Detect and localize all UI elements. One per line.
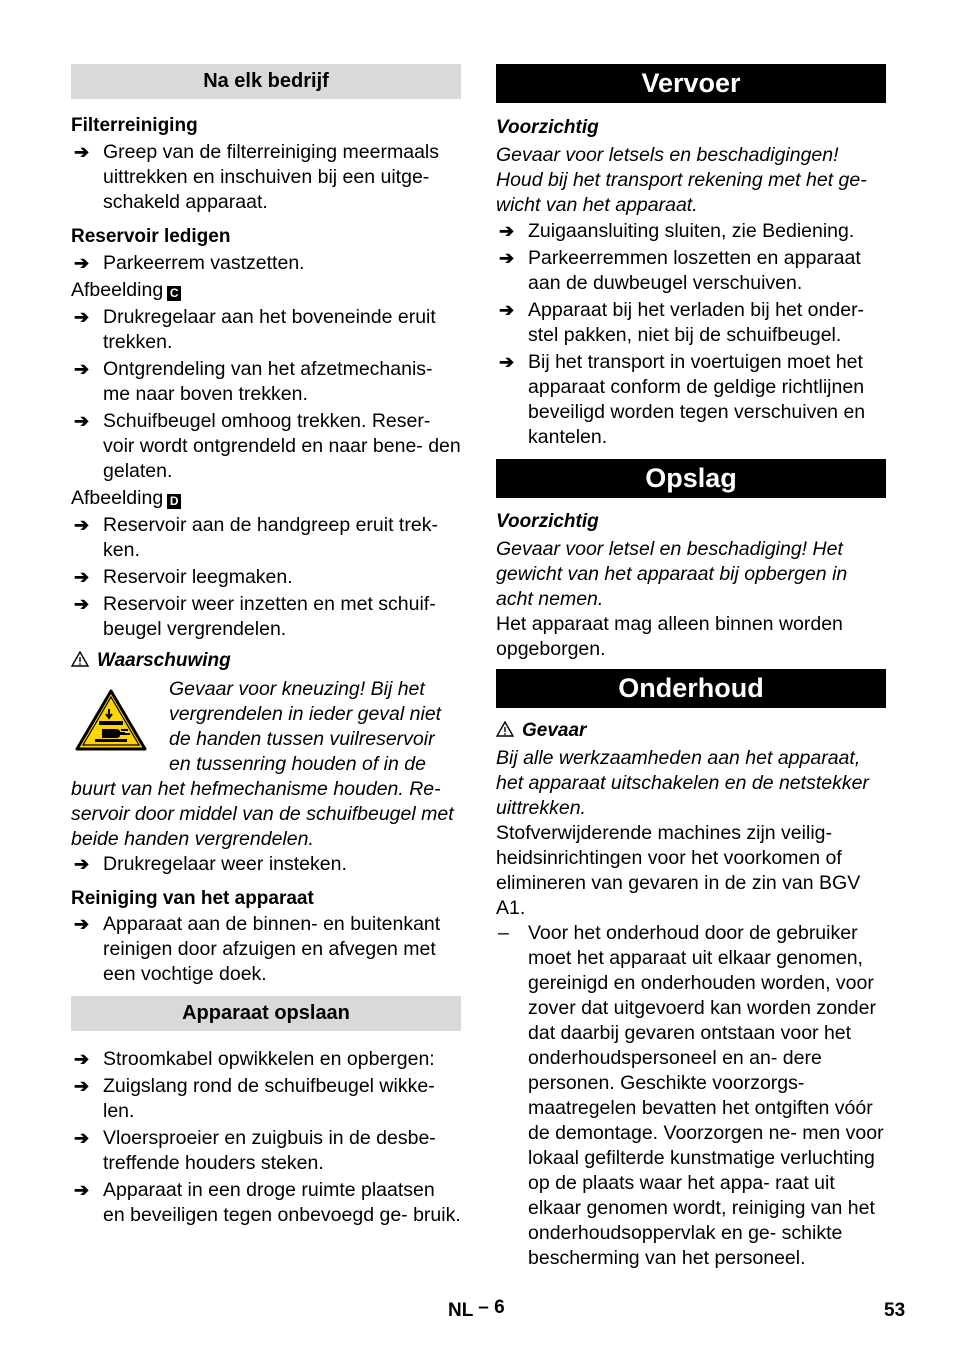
page-number: 53 <box>884 1300 906 1321</box>
footer-language-page: NL – 6 <box>448 1297 505 1321</box>
figure-reference-d: Afbeelding D <box>71 486 461 511</box>
list-item: ➔ Reservoir aan de handgreep eruit trek- ken. <box>74 514 438 561</box>
list-item: – Voor het onderhoud door de gebruiker moet het apparaat uit elkaar genomen, gereinigd en onderhouden worden, voor zover dat uitgevoerd kan worden zonder dat daarbij gevaren ontstaan voor het onderhoudspersoneel en an- dere personen. Geschikte voorzorgs- maatregelen bevatten het ontgiften vóór de demontage. Voorzorgen ne- men voor lokaal gefilterde kunstmatige verluchting op de plaats waar het appa- raat uit elkaar genomen wordt, reiniging van het onderhoudsoppervlak en ge- schikte bescherming van het personeel. <box>498 922 884 1269</box>
right-column <box>496 64 886 1271</box>
arrow-right-icon: ➔ <box>499 300 515 320</box>
heading-reiniging: Reiniging van het apparaat <box>71 888 314 909</box>
list-item: ➔ Drukregelaar weer insteken. <box>74 853 347 875</box>
arrow-right-icon: ➔ <box>499 248 515 268</box>
list-item: ➔ Parkeerrem vastzetten. <box>74 252 305 274</box>
list-item: ➔ Ontgrendeling van het afzetmechanis- me naar boven trekken. <box>74 358 433 405</box>
figure-letter-d: D <box>167 494 181 509</box>
arrow-right-icon: ➔ <box>74 253 90 273</box>
warning-triangle-icon <box>71 651 89 667</box>
section-header-onderhoud: Onderhoud <box>496 669 886 708</box>
heading-reservoir-ledigen: Reservoir ledigen <box>71 226 231 247</box>
body-text: Het apparaat mag alleen binnen worden opgeborgen. <box>496 613 843 660</box>
danger-text: Bij alle werkzaamheden aan het apparaat, het apparaat uitschakelen en de netstekker uittrekken. <box>496 747 869 819</box>
list-item: ➔ Bij het transport in voertuigen moet het apparaat conform de geldige richtlijnen beveiligd worden tegen verschuiven en kantelen. <box>499 351 866 448</box>
list-item: ➔ Zuigaansluiting sluiten, zie Bediening. <box>499 220 855 242</box>
left-column <box>71 64 461 1228</box>
caution-text: Gevaar voor letsel en beschadiging! Het gewicht van het apparaat bij opbergen in acht nemen. <box>496 538 848 610</box>
section-header-opslag: Opslag <box>496 459 886 498</box>
arrow-right-icon: ➔ <box>74 1076 90 1096</box>
arrow-right-icon: ➔ <box>74 142 90 162</box>
list-item: ➔ Schuifbeugel omhoog trekken. Reser- voir wordt ontgrendeld en naar bene- den gelaten. <box>74 410 461 482</box>
list-item: ➔ Apparaat bij het verladen bij het onder- stel pakken, niet bij de schuifbeugel. <box>499 299 865 346</box>
arrow-right-icon: ➔ <box>74 515 90 535</box>
list-item: ➔ Stroomkabel opwikkelen en opbergen: <box>74 1048 435 1070</box>
section-header-vervoer: Vervoer <box>496 64 886 103</box>
list-item: ➔ Vloersproeier en zuigbuis in de desbe- treffende houders steken. <box>74 1127 436 1174</box>
arrow-right-icon: ➔ <box>74 854 90 874</box>
arrow-right-icon: ➔ <box>74 1128 90 1148</box>
arrow-right-icon: ➔ <box>499 221 515 241</box>
arrow-right-icon: ➔ <box>74 307 90 327</box>
list-item: ➔ Drukregelaar aan het boveneinde eruit trekken. <box>74 306 436 353</box>
arrow-right-icon: ➔ <box>74 1180 90 1200</box>
heading-filterreiniging: Filterreiniging <box>71 115 198 136</box>
list-item: ➔ Reservoir weer inzetten en met schuif- beugel vergrendelen. <box>74 593 436 640</box>
caution-text: Gevaar voor letsels en beschadigingen! Houd bij het transport rekening met het ge- wicht van het apparaat. <box>496 144 867 216</box>
caution-heading: Voorzichtig <box>496 117 599 138</box>
list-item: ➔ Apparaat in een droge ruimte plaatsen en beveiligen tegen onbevoegd ge- bruik. <box>74 1179 461 1226</box>
list-item: ➔ Apparaat aan de binnen- en buitenkant reinigen door afzuigen en afvegen met een vochtige doek. <box>74 913 441 985</box>
dash-bullet: – <box>498 922 509 944</box>
list-item: ➔ Reservoir leegmaken. <box>74 566 293 588</box>
arrow-right-icon: ➔ <box>499 352 515 372</box>
section-header-apparaat-opslaan: Apparaat opslaan <box>71 996 461 1031</box>
arrow-right-icon: ➔ <box>74 567 90 587</box>
section-header-na-elk-bedrijf: Na elk bedrijf <box>71 64 461 99</box>
arrow-right-icon: ➔ <box>74 1049 90 1069</box>
arrow-right-icon: ➔ <box>74 594 90 614</box>
warning-heading: Waarschuwing <box>71 648 461 673</box>
list-item: ➔ Parkeerremmen loszetten en apparaat aan de duwbeugel verschuiven. <box>499 247 861 294</box>
caution-heading: Voorzichtig <box>496 511 599 532</box>
arrow-right-icon: ➔ <box>74 914 90 934</box>
arrow-right-icon: ➔ <box>74 359 90 379</box>
danger-heading: Gevaar <box>496 718 886 743</box>
list-item: ➔ Zuigslang rond de schuifbeugel wikke- len. <box>74 1075 435 1122</box>
warning-block: Gevaar voor kneuzing! Bij het vergrendelen in ieder geval niet de handen tussen vuilreservoir en tussenring houden of in de buurt van het hefmechanisme houden. Re- servoir door middel van de schuifbeugel met beide handen vergrendelen. <box>71 678 454 850</box>
warning-triangle-icon <box>496 721 514 737</box>
list-item: ➔ Greep van de filterreiniging meermaals uittrekken en inschuiven bij een uitge- schakeld apparaat. <box>74 141 439 213</box>
body-text: Stofverwijderende machines zijn veilig- heidsinrichtingen voor het voorkomen of elimineren van gevaren in de zin van BGV A1. <box>496 822 861 919</box>
figure-reference-c: Afbeelding C <box>71 278 461 303</box>
crush-hazard-icon <box>75 688 147 752</box>
figure-letter-c: C <box>167 286 181 301</box>
arrow-right-icon: ➔ <box>74 411 90 431</box>
